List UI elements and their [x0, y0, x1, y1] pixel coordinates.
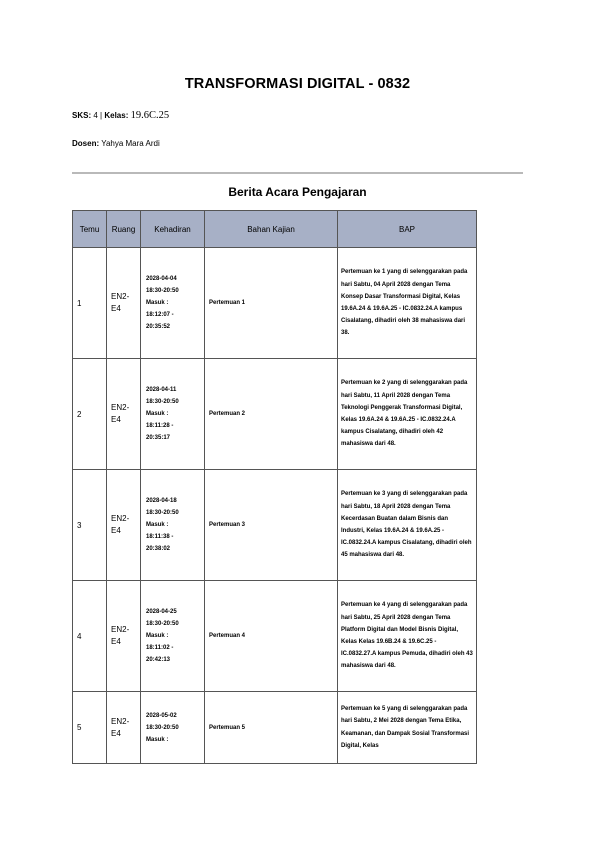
cell-temu: 2: [73, 359, 107, 470]
header-bap: BAP: [338, 211, 477, 248]
header-kehadiran: Kehadiran: [141, 211, 205, 248]
header-ruang: Ruang: [107, 211, 141, 248]
kehadiran-out-time: 20:38:02: [146, 546, 171, 552]
kehadiran-masuk-label: Masuk :: [146, 736, 169, 743]
sks-label: SKS:: [72, 111, 92, 120]
kehadiran-in-time: 18:11:38 -: [146, 534, 174, 540]
table-row: [73, 359, 477, 470]
divider: [72, 172, 523, 174]
cell-temu: 4: [73, 581, 107, 692]
kehadiran-in-time: 18:11:28 -: [146, 423, 174, 429]
section-title: Berita Acara Pengajaran: [228, 185, 367, 199]
cell-bap: Pertemuan ke 3 yang di selenggarakan pada hari Sabtu, 18 April 2028 dengan Tema Kecerdasan Buatan dalam Bisnis dan Industri, Kelas 19.6A.24 & 19.6A.25 - IC.0832.24.A kampus Cisalatang, dihadiri oleh 45 mahasiswa dari 48.: [338, 470, 477, 581]
cell-bahan-kajian: Pertemuan 2: [205, 359, 338, 470]
header-temu: Temu: [73, 211, 107, 248]
kehadiran-in-time: 18:11:02 -: [146, 645, 174, 651]
cell-kehadiran: [141, 692, 205, 764]
cell-bahan-kajian: Pertemuan 5: [205, 692, 338, 764]
dosen-label: Dosen:: [72, 139, 100, 148]
table-row: [73, 470, 477, 581]
cell-bahan-kajian: Pertemuan 3: [205, 470, 338, 581]
kehadiran-masuk-label: Masuk :: [146, 522, 169, 528]
meta-separator: |: [100, 111, 103, 120]
kehadiran-date: 2028-05-02: [146, 712, 177, 719]
lecturer-meta: [72, 139, 160, 148]
kehadiran-out-time: 20:42:13: [146, 657, 171, 663]
kehadiran-schedule: 18:30-20:50: [146, 288, 179, 294]
cell-bahan-kajian: Pertemuan 4: [205, 581, 338, 692]
sks-value: 4: [93, 111, 98, 120]
kehadiran-masuk-label: Masuk :: [146, 300, 169, 306]
kehadiran-schedule: 18:30-20:50: [146, 399, 179, 405]
kehadiran-out-time: 20:35:52: [146, 324, 171, 330]
kehadiran-in-time: 18:12:07 -: [146, 312, 174, 318]
table-row: [73, 692, 477, 764]
cell-ruang: EN2-E4: [107, 359, 141, 470]
cell-bap: Pertemuan ke 5 yang di selenggarakan pada hari Sabtu, 2 Mei 2028 dengan Tema Etika, Keamanan, dan Dampak Sosial Transformasi Digital, Kelas: [338, 692, 477, 764]
cell-bap: Pertemuan ke 2 yang di selenggarakan pada hari Sabtu, 11 April 2028 dengan Tema Teknologi Penggerak Transformasi Digital, Kelas 19.6A.24 & 19.6A.25 - IC.0832.24.A kampus Cisalatang, dihadiri oleh 42 mahasiswa dari 48.: [338, 359, 477, 470]
cell-bap: Pertemuan ke 1 yang di selenggarakan pada hari Sabtu, 04 April 2028 dengan Tema Konsep Dasar Transformasi Digital, Kelas 19.6A.24 & 19.6A.25 - IC.0832.24.A kampus Cisalatang, dihadiri oleh 38 mahasiswa dari 38.: [338, 248, 477, 359]
table-row: [73, 581, 477, 692]
cell-bahan-kajian: Pertemuan 1: [205, 248, 338, 359]
table-row: [73, 248, 477, 359]
cell-kehadiran: [141, 581, 205, 692]
cell-kehadiran: [141, 470, 205, 581]
dosen-value: Yahya Mara Ardi: [101, 139, 160, 148]
kehadiran-out-time: 20:35:17: [146, 435, 171, 441]
table-header-row: [73, 211, 477, 248]
cell-temu: 5: [73, 692, 107, 764]
course-meta: [72, 110, 169, 121]
kehadiran-date: 2028-04-25: [146, 609, 177, 615]
page-title: TRANSFORMASI DIGITAL - 0832: [184, 76, 411, 92]
cell-bap: Pertemuan ke 4 yang di selenggarakan pada hari Sabtu, 25 April 2028 dengan Tema Platform Digital dan Model Bisnis Digital, Kelas Kelas 19.6B.24 & 19.6C.25 - IC.0832.27.A kampus Pemuda, dihadiri oleh 43 mahasiswa dari 48.: [338, 581, 477, 692]
cell-kehadiran: [141, 248, 205, 359]
cell-kehadiran: [141, 359, 205, 470]
kehadiran-masuk-label: Masuk :: [146, 411, 169, 417]
kehadiran-date: 2028-04-18: [146, 498, 177, 504]
cell-ruang: EN2-E4: [107, 581, 141, 692]
cell-ruang: EN2-E4: [107, 470, 141, 581]
bap-table: [72, 210, 477, 764]
kelas-label: Kelas:: [104, 111, 129, 120]
cell-ruang: EN2-E4: [107, 248, 141, 359]
cell-temu: 3: [73, 470, 107, 581]
kehadiran-schedule: 18:30-20:50: [146, 621, 179, 627]
kehadiran-date: 2028-04-04: [146, 276, 177, 282]
kehadiran-date: 2028-04-11: [146, 387, 177, 393]
kelas-value: 19.6C.25: [130, 110, 170, 121]
kehadiran-masuk-label: Masuk :: [146, 633, 169, 639]
kehadiran-schedule: 18:30-20:50: [146, 510, 179, 516]
cell-temu: 1: [73, 248, 107, 359]
cell-ruang: EN2-E4: [107, 692, 141, 764]
kehadiran-schedule: 18:30-20:50: [146, 724, 179, 731]
header-bahan-kajian: Bahan Kajian: [205, 211, 338, 248]
